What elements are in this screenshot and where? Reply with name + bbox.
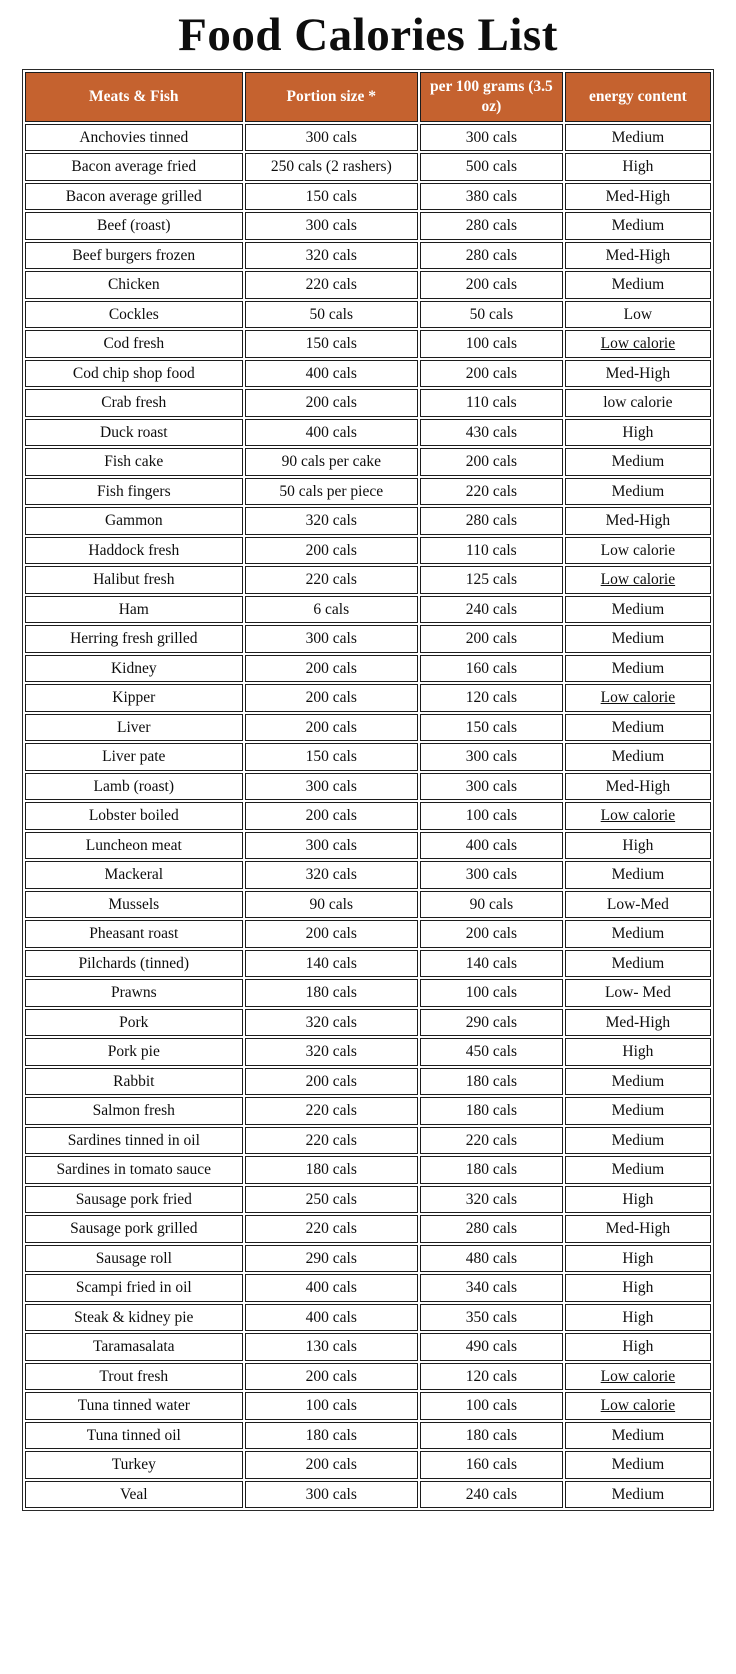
energy-content-cell: High	[565, 1186, 711, 1214]
per-100g-cell: 240 cals	[420, 596, 563, 624]
table-row	[25, 684, 711, 712]
energy-content-cell: High	[565, 1038, 711, 1066]
food-name-cell: Gammon	[25, 507, 243, 535]
per-100g-cell: 140 cals	[420, 950, 563, 978]
table-row	[25, 271, 711, 299]
portion-size-cell: 220 cals	[245, 566, 418, 594]
portion-size-cell: 400 cals	[245, 360, 418, 388]
energy-content-cell: Low calorie	[565, 1392, 711, 1420]
per-100g-cell: 280 cals	[420, 1215, 563, 1243]
per-100g-cell: 180 cals	[420, 1097, 563, 1125]
portion-size-cell: 300 cals	[245, 773, 418, 801]
portion-size-cell: 220 cals	[245, 1215, 418, 1243]
table-row	[25, 124, 711, 152]
food-name-cell: Turkey	[25, 1451, 243, 1479]
table-row	[25, 625, 711, 653]
per-100g-cell: 380 cals	[420, 183, 563, 211]
column-header-meats-fish: Meats & Fish	[25, 72, 243, 122]
food-name-cell: Mussels	[25, 891, 243, 919]
table-row	[25, 1245, 711, 1273]
table-row	[25, 478, 711, 506]
per-100g-cell: 200 cals	[420, 360, 563, 388]
energy-content-cell: Medium	[565, 625, 711, 653]
energy-content-cell: Medium	[565, 743, 711, 771]
table-row	[25, 1009, 711, 1037]
table-row	[25, 330, 711, 358]
table-row	[25, 861, 711, 889]
energy-content-cell: High	[565, 153, 711, 181]
per-100g-cell: 280 cals	[420, 212, 563, 240]
per-100g-cell: 200 cals	[420, 625, 563, 653]
table-row	[25, 1304, 711, 1332]
table-row	[25, 566, 711, 594]
table-row	[25, 448, 711, 476]
food-name-cell: Taramasalata	[25, 1333, 243, 1361]
table-row	[25, 1451, 711, 1479]
food-name-cell: Chicken	[25, 271, 243, 299]
energy-content-cell: Medium	[565, 1451, 711, 1479]
per-100g-cell: 500 cals	[420, 153, 563, 181]
food-name-cell: Haddock fresh	[25, 537, 243, 565]
portion-size-cell: 50 cals	[245, 301, 418, 329]
energy-content-cell: Low calorie	[565, 537, 711, 565]
per-100g-cell: 150 cals	[420, 714, 563, 742]
food-name-cell: Cod fresh	[25, 330, 243, 358]
portion-size-cell: 220 cals	[245, 1127, 418, 1155]
portion-size-cell: 200 cals	[245, 1451, 418, 1479]
per-100g-cell: 180 cals	[420, 1068, 563, 1096]
energy-content-cell: Medium	[565, 950, 711, 978]
food-name-cell: Luncheon meat	[25, 832, 243, 860]
table-row	[25, 920, 711, 948]
table-row	[25, 419, 711, 447]
portion-size-cell: 320 cals	[245, 242, 418, 270]
portion-size-cell: 150 cals	[245, 330, 418, 358]
energy-content-cell: High	[565, 1274, 711, 1302]
energy-content-cell: Low calorie	[565, 802, 711, 830]
food-calories-table	[22, 69, 714, 1512]
table-row	[25, 1392, 711, 1420]
per-100g-cell: 400 cals	[420, 832, 563, 860]
portion-size-cell: 150 cals	[245, 743, 418, 771]
per-100g-cell: 480 cals	[420, 1245, 563, 1273]
energy-content-cell: Low calorie	[565, 330, 711, 358]
per-100g-cell: 200 cals	[420, 448, 563, 476]
table-row	[25, 1097, 711, 1125]
portion-size-cell: 200 cals	[245, 684, 418, 712]
food-name-cell: Pork	[25, 1009, 243, 1037]
food-name-cell: Rabbit	[25, 1068, 243, 1096]
food-name-cell: Lobster boiled	[25, 802, 243, 830]
food-name-cell: Liver	[25, 714, 243, 742]
food-name-cell: Kidney	[25, 655, 243, 683]
energy-content-cell: Medium	[565, 655, 711, 683]
energy-content-cell: Med-High	[565, 507, 711, 535]
column-header-per-100-grams: per 100 grams (3.5 oz)	[420, 72, 563, 122]
table-row	[25, 743, 711, 771]
per-100g-cell: 340 cals	[420, 1274, 563, 1302]
portion-size-cell: 400 cals	[245, 419, 418, 447]
energy-content-cell: Medium	[565, 596, 711, 624]
food-name-cell: Steak & kidney pie	[25, 1304, 243, 1332]
portion-size-cell: 400 cals	[245, 1274, 418, 1302]
food-name-cell: Pilchards (tinned)	[25, 950, 243, 978]
per-100g-cell: 180 cals	[420, 1422, 563, 1450]
portion-size-cell: 200 cals	[245, 1363, 418, 1391]
portion-size-cell: 300 cals	[245, 625, 418, 653]
energy-content-cell: Med-High	[565, 242, 711, 270]
food-name-cell: Bacon average grilled	[25, 183, 243, 211]
portion-size-cell: 200 cals	[245, 714, 418, 742]
food-name-cell: Pheasant roast	[25, 920, 243, 948]
food-name-cell: Sausage pork grilled	[25, 1215, 243, 1243]
portion-size-cell: 220 cals	[245, 271, 418, 299]
portion-size-cell: 200 cals	[245, 1068, 418, 1096]
food-name-cell: Ham	[25, 596, 243, 624]
portion-size-cell: 180 cals	[245, 979, 418, 1007]
per-100g-cell: 300 cals	[420, 861, 563, 889]
portion-size-cell: 320 cals	[245, 861, 418, 889]
food-name-cell: Pork pie	[25, 1038, 243, 1066]
energy-content-cell: Low	[565, 301, 711, 329]
energy-content-cell: Medium	[565, 1481, 711, 1509]
table-row	[25, 1363, 711, 1391]
energy-content-cell: Medium	[565, 920, 711, 948]
table-row	[25, 301, 711, 329]
per-100g-cell: 110 cals	[420, 537, 563, 565]
food-name-cell: Crab fresh	[25, 389, 243, 417]
table-row	[25, 655, 711, 683]
food-name-cell: Liver pate	[25, 743, 243, 771]
per-100g-cell: 300 cals	[420, 743, 563, 771]
per-100g-cell: 100 cals	[420, 979, 563, 1007]
portion-size-cell: 400 cals	[245, 1304, 418, 1332]
energy-content-cell: Low calorie	[565, 684, 711, 712]
food-name-cell: Duck roast	[25, 419, 243, 447]
food-name-cell: Tuna tinned water	[25, 1392, 243, 1420]
portion-size-cell: 300 cals	[245, 1481, 418, 1509]
food-name-cell: Sardines in tomato sauce	[25, 1156, 243, 1184]
table-row	[25, 212, 711, 240]
per-100g-cell: 240 cals	[420, 1481, 563, 1509]
per-100g-cell: 280 cals	[420, 242, 563, 270]
table-row	[25, 1333, 711, 1361]
portion-size-cell: 180 cals	[245, 1156, 418, 1184]
energy-content-cell: High	[565, 1304, 711, 1332]
portion-size-cell: 200 cals	[245, 802, 418, 830]
table-row	[25, 1127, 711, 1155]
portion-size-cell: 180 cals	[245, 1422, 418, 1450]
table-row	[25, 389, 711, 417]
per-100g-cell: 200 cals	[420, 920, 563, 948]
portion-size-cell: 290 cals	[245, 1245, 418, 1273]
energy-content-cell: Medium	[565, 124, 711, 152]
per-100g-cell: 160 cals	[420, 1451, 563, 1479]
energy-content-cell: Medium	[565, 448, 711, 476]
table-header	[25, 72, 711, 122]
food-name-cell: Beef (roast)	[25, 212, 243, 240]
per-100g-cell: 350 cals	[420, 1304, 563, 1332]
per-100g-cell: 125 cals	[420, 566, 563, 594]
energy-content-cell: Med-High	[565, 360, 711, 388]
energy-content-cell: High	[565, 832, 711, 860]
energy-content-cell: Medium	[565, 1068, 711, 1096]
energy-content-cell: Med-High	[565, 773, 711, 801]
portion-size-cell: 300 cals	[245, 124, 418, 152]
table-row	[25, 1186, 711, 1214]
food-name-cell: Scampi fried in oil	[25, 1274, 243, 1302]
portion-size-cell: 200 cals	[245, 537, 418, 565]
table-row	[25, 1481, 711, 1509]
column-header-portion-size: Portion size *	[245, 72, 418, 122]
portion-size-cell: 300 cals	[245, 832, 418, 860]
table-row	[25, 537, 711, 565]
energy-content-cell: Low-Med	[565, 891, 711, 919]
energy-content-cell: Medium	[565, 1127, 711, 1155]
portion-size-cell: 130 cals	[245, 1333, 418, 1361]
table-row	[25, 1215, 711, 1243]
food-name-cell: Lamb (roast)	[25, 773, 243, 801]
table-row	[25, 153, 711, 181]
table-row	[25, 507, 711, 535]
table-row	[25, 979, 711, 1007]
food-name-cell: Fish fingers	[25, 478, 243, 506]
per-100g-cell: 100 cals	[420, 330, 563, 358]
energy-content-cell: Medium	[565, 1156, 711, 1184]
per-100g-cell: 300 cals	[420, 124, 563, 152]
energy-content-cell: Medium	[565, 1422, 711, 1450]
energy-content-cell: High	[565, 419, 711, 447]
food-name-cell: Herring fresh grilled	[25, 625, 243, 653]
per-100g-cell: 290 cals	[420, 1009, 563, 1037]
food-name-cell: Sausage roll	[25, 1245, 243, 1273]
per-100g-cell: 220 cals	[420, 478, 563, 506]
energy-content-cell: Low- Med	[565, 979, 711, 1007]
per-100g-cell: 200 cals	[420, 271, 563, 299]
energy-content-cell: low calorie	[565, 389, 711, 417]
energy-content-cell: Low calorie	[565, 1363, 711, 1391]
portion-size-cell: 100 cals	[245, 1392, 418, 1420]
table-row	[25, 1422, 711, 1450]
food-name-cell: Beef burgers frozen	[25, 242, 243, 270]
per-100g-cell: 280 cals	[420, 507, 563, 535]
food-name-cell: Cod chip shop food	[25, 360, 243, 388]
food-name-cell: Anchovies tinned	[25, 124, 243, 152]
per-100g-cell: 120 cals	[420, 1363, 563, 1391]
food-name-cell: Cockles	[25, 301, 243, 329]
energy-content-cell: Medium	[565, 212, 711, 240]
food-name-cell: Bacon average fried	[25, 153, 243, 181]
table-row	[25, 891, 711, 919]
per-100g-cell: 100 cals	[420, 1392, 563, 1420]
table-row	[25, 596, 711, 624]
portion-size-cell: 200 cals	[245, 389, 418, 417]
food-name-cell: Tuna tinned oil	[25, 1422, 243, 1450]
table-row	[25, 832, 711, 860]
food-name-cell: Fish cake	[25, 448, 243, 476]
table-row	[25, 242, 711, 270]
energy-content-cell: High	[565, 1245, 711, 1273]
energy-content-cell: Medium	[565, 271, 711, 299]
portion-size-cell: 250 cals	[245, 1186, 418, 1214]
portion-size-cell: 250 cals (2 rashers)	[245, 153, 418, 181]
portion-size-cell: 200 cals	[245, 655, 418, 683]
page-title: Food Calories List	[178, 9, 558, 61]
portion-size-cell: 320 cals	[245, 507, 418, 535]
per-100g-cell: 90 cals	[420, 891, 563, 919]
per-100g-cell: 110 cals	[420, 389, 563, 417]
portion-size-cell: 140 cals	[245, 950, 418, 978]
header-row	[25, 72, 711, 122]
column-header-energy-content: energy content	[565, 72, 711, 122]
table-row	[25, 802, 711, 830]
energy-content-cell: Medium	[565, 861, 711, 889]
energy-content-cell: Med-High	[565, 183, 711, 211]
per-100g-cell: 120 cals	[420, 684, 563, 712]
table-row	[25, 714, 711, 742]
per-100g-cell: 320 cals	[420, 1186, 563, 1214]
portion-size-cell: 320 cals	[245, 1038, 418, 1066]
food-name-cell: Veal	[25, 1481, 243, 1509]
energy-content-cell: Medium	[565, 714, 711, 742]
energy-content-cell: High	[565, 1333, 711, 1361]
per-100g-cell: 450 cals	[420, 1038, 563, 1066]
food-name-cell: Halibut fresh	[25, 566, 243, 594]
portion-size-cell: 300 cals	[245, 212, 418, 240]
portion-size-cell: 320 cals	[245, 1009, 418, 1037]
per-100g-cell: 220 cals	[420, 1127, 563, 1155]
food-name-cell: Sausage pork fried	[25, 1186, 243, 1214]
table-row	[25, 1156, 711, 1184]
per-100g-cell: 490 cals	[420, 1333, 563, 1361]
energy-content-cell: Med-High	[565, 1009, 711, 1037]
table-row	[25, 360, 711, 388]
energy-content-cell: Medium	[565, 1097, 711, 1125]
table-body	[25, 124, 711, 1509]
portion-size-cell: 200 cals	[245, 920, 418, 948]
table-row	[25, 1274, 711, 1302]
table-row	[25, 183, 711, 211]
portion-size-cell: 50 cals per piece	[245, 478, 418, 506]
per-100g-cell: 430 cals	[420, 419, 563, 447]
portion-size-cell: 6 cals	[245, 596, 418, 624]
table-row	[25, 773, 711, 801]
per-100g-cell: 180 cals	[420, 1156, 563, 1184]
portion-size-cell: 90 cals per cake	[245, 448, 418, 476]
food-name-cell: Salmon fresh	[25, 1097, 243, 1125]
energy-content-cell: Medium	[565, 478, 711, 506]
per-100g-cell: 300 cals	[420, 773, 563, 801]
energy-content-cell: Low calorie	[565, 566, 711, 594]
food-name-cell: Mackeral	[25, 861, 243, 889]
food-name-cell: Trout fresh	[25, 1363, 243, 1391]
portion-size-cell: 90 cals	[245, 891, 418, 919]
food-name-cell: Prawns	[25, 979, 243, 1007]
portion-size-cell: 150 cals	[245, 183, 418, 211]
energy-content-cell: Med-High	[565, 1215, 711, 1243]
food-name-cell: Kipper	[25, 684, 243, 712]
table-row	[25, 1068, 711, 1096]
portion-size-cell: 220 cals	[245, 1097, 418, 1125]
per-100g-cell: 160 cals	[420, 655, 563, 683]
per-100g-cell: 100 cals	[420, 802, 563, 830]
table-row	[25, 1038, 711, 1066]
table-row	[25, 950, 711, 978]
food-name-cell: Sardines tinned in oil	[25, 1127, 243, 1155]
per-100g-cell: 50 cals	[420, 301, 563, 329]
